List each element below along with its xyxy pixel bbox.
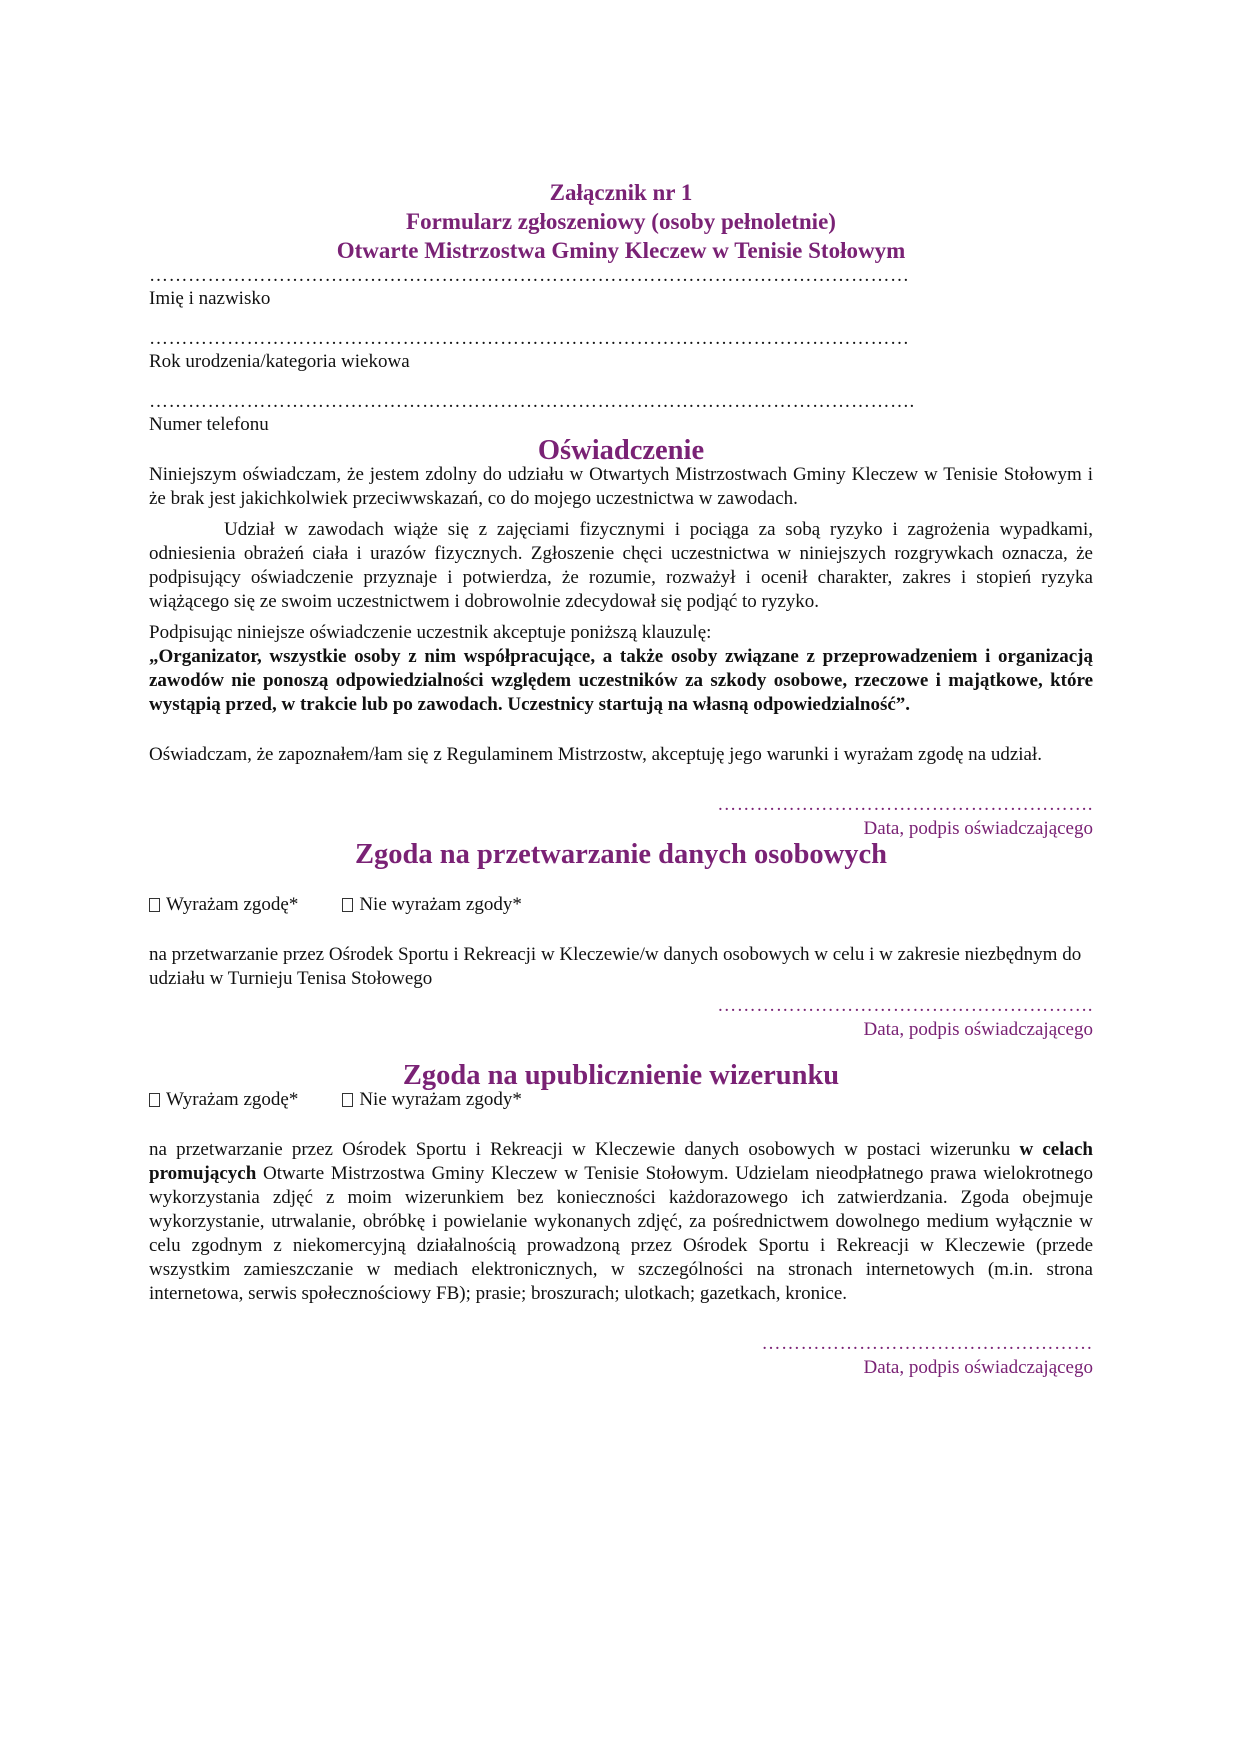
image-consent-disagree-label: Nie wyrażam zgody* (359, 1089, 522, 1110)
liability-clause: „Organizator, wszystkie osoby z nim współpracujące, a także osoby związane z przeprowadzeniem i organizacją zawodów nie ponoszą odpowiedzialności względem uczestników za szkody osobowe, rzeczowe i majątkowe, które wystąpią przed, w trakcie lub po zawodach. Uczestnicy startują na własną odpowiedzialność”. (149, 646, 1093, 715)
form-title: Formularz zgłoszeniowy (osoby pełnoletnie) (406, 209, 836, 234)
image-consent-disagree[interactable] (342, 1088, 522, 1112)
image-consent-agree-label: Wyrażam zgodę* (166, 1089, 299, 1110)
name-field[interactable]: ……………………………………………………………………………………………………… (149, 265, 910, 286)
checkbox-icon[interactable] (149, 898, 160, 912)
phone-label: Numer telefonu (149, 414, 269, 435)
image-consent-heading: Zgoda na upublicznienie wizerunku (402, 1060, 840, 1091)
signature-label-2: Data, podpis oświadczającego (863, 1019, 1093, 1040)
event-title: Otwarte Mistrzostwa Gminy Kleczew w Tenisie Stołowym (336, 238, 906, 263)
signature-field-3[interactable]: …………………………………………… (761, 1333, 1093, 1354)
document-body (149, 178, 1093, 1380)
image-consent-text-start: na przetwarzanie przez Ośrodek Sportu i Rekreacji w Kleczewie danych osobowych w postaci wizerunku (149, 1139, 1020, 1160)
regulations-acceptance: Oświadczam, że zapoznałem/łam się z Regulaminem Mistrzostw, akceptuję jego warunki i wyrażam zgodę na udział. (149, 744, 1043, 765)
image-consent-text-end: Otwarte Mistrzostwa Gminy Kleczew w Tenisie Stołowym. Udzielam nieodpłatnego prawa wielokrotnego wykorzystania zdjęć z moim wizerunkiem bez konieczności każdorazowego ich zatwierdzania. Zgoda obejmuje wykorzystanie, utrwalanie, obróbkę i powielanie wykonanych zdjęć, za pośrednictwem dowolnego medium wyłącznie w celu zgodnym z niekomercyjną działalnością prowadzoną przez Ośrodek Sportu i Rekreacji w Kleczewie (przede wszystkim zamieszczanie w mediach elektronicznych, w szczególności na stronach internetowych (m.in. strona internetowa, serwis społecznościowy FB); prasie; broszurach; ulotkach; gazetkach, kronice. (149, 1163, 1093, 1304)
document-title (149, 178, 1093, 265)
birth-year-field[interactable]: ……………………………………………………………………………………………………… (149, 328, 910, 349)
data-consent-text: na przetwarzanie przez Ośrodek Sportu i Rekreacji w Kleczewie/w danych osobowych w celu i w zakresie niezbędnym do udziału w Turnieju Tenisa Stołowego (149, 944, 1082, 989)
declaration-heading: Oświadczenie (537, 435, 705, 466)
declaration-paragraph-3: Podpisując niniejsze oświadczenie uczestnik akceptuje poniższą klauzulę: (149, 622, 712, 643)
image-consent-text-bold: w celach promujących (149, 1139, 1093, 1184)
signature-label-3: Data, podpis oświadczającego (863, 1357, 1093, 1378)
image-consent-options (149, 1088, 1093, 1112)
checkbox-icon[interactable] (149, 1093, 160, 1107)
data-consent-disagree-label: Nie wyrażam zgody* (359, 894, 522, 915)
declaration-paragraph-2: Udział w zawodach wiąże się z zajęciami fizycznymi i pociąga za sobą ryzyko i zagrożenia wypadkami, odniesienia obrażeń ciała i urazów fizycznych. Zgłoszenie chęci uczestnictwa w niniejszych rozgrywkach oznacza, że podpisujący oświadczenie przyznaje i potwierdza, że rozumie, rozważył i ocenił charakter, zakres i stopień ryzyka wiążącego się ze swoim uczestnictwem i dobrowolnie zdecydował się podjąć to ryzyko. (149, 519, 1093, 612)
checkbox-icon[interactable] (342, 1093, 353, 1107)
data-consent-heading: Zgoda na przetwarzanie danych osobowych (354, 839, 888, 870)
checkbox-icon[interactable] (342, 898, 353, 912)
data-consent-disagree[interactable] (342, 893, 522, 917)
signature-field-1[interactable]: …………………………………………………. (717, 794, 1093, 815)
signature-block-3 (149, 1332, 1093, 1380)
birth-year-label: Rok urodzenia/kategoria wiekowa (149, 351, 410, 372)
declaration-paragraph-1: Niniejszym oświadczam, że jestem zdolny do udziału w Otwartych Mistrzostwach Gminy Kleczew w Tenisie Stołowym i że brak jest jakichkolwiek przeciwwskazań, co do mojego uczestnictwa w zawodach. (149, 464, 1093, 509)
phone-field[interactable]: ………………………………………………………………………………………………………. (149, 391, 915, 412)
name-label: Imię i nazwisko (149, 288, 271, 309)
signature-field-2[interactable]: …………………………………………………. (717, 995, 1093, 1016)
personal-data-fields (149, 265, 1093, 437)
signature-label-1: Data, podpis oświadczającego (863, 818, 1093, 839)
data-consent-options (149, 893, 1093, 917)
signature-block-2 (149, 994, 1093, 1042)
image-consent-agree[interactable] (149, 1088, 298, 1112)
data-consent-agree-label: Wyrażam zgodę* (166, 894, 299, 915)
data-consent-agree[interactable] (149, 893, 298, 917)
signature-block-1 (149, 793, 1093, 841)
attachment-number: Załącznik nr 1 (549, 180, 693, 205)
image-consent-text (149, 1138, 1093, 1306)
